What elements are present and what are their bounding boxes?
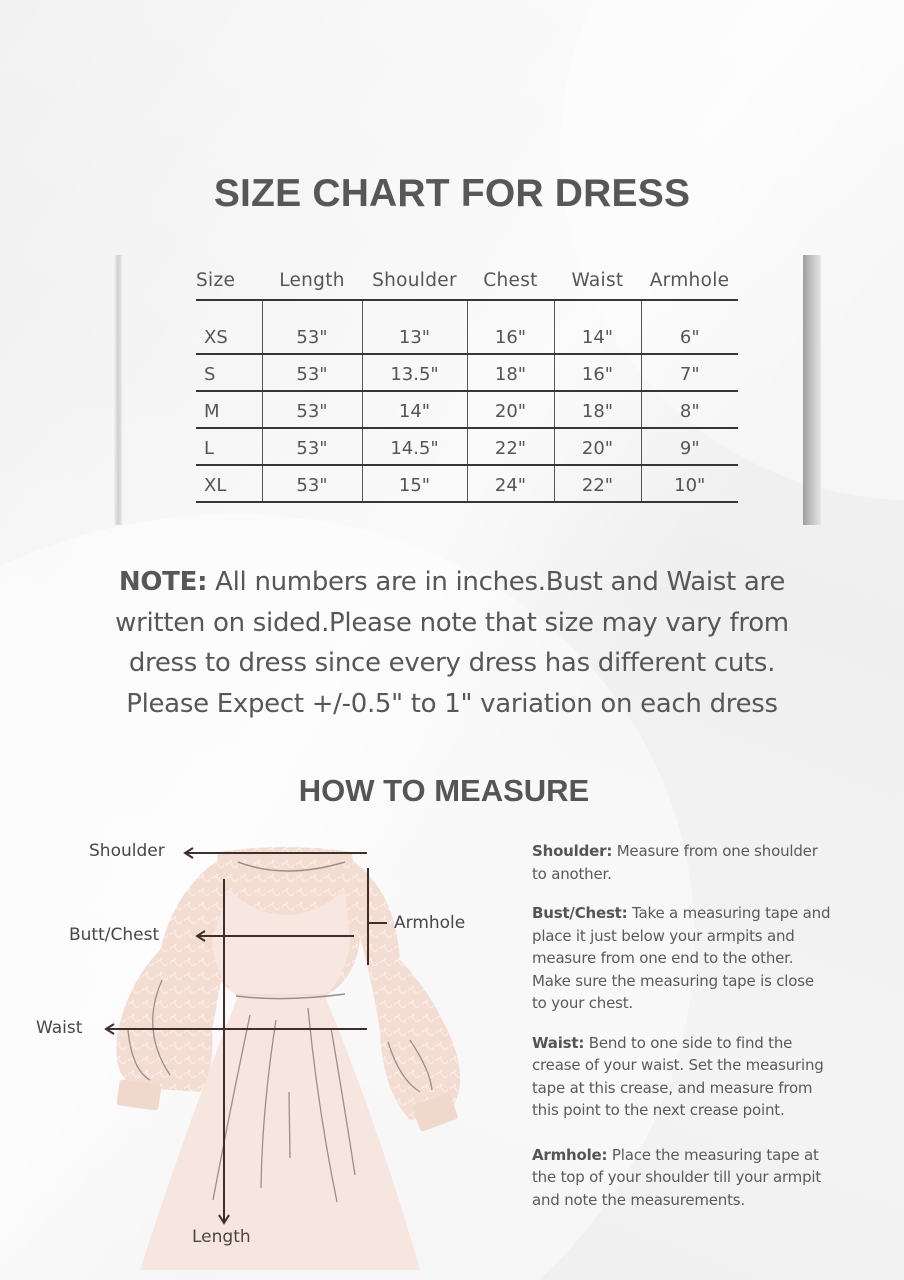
cell-chest: 18" bbox=[467, 354, 554, 391]
note-line: written on sided.Please note that size may vary from bbox=[115, 607, 789, 638]
instruction-text: Bend to one side to find the crease of your waist. Set the measuring tape at this crease, and measure from this point to the next crease point. bbox=[532, 1033, 824, 1119]
dress-measurement-diagram bbox=[0, 830, 520, 1270]
instruction-label: Waist: bbox=[532, 1033, 585, 1052]
cell-length: 53" bbox=[262, 354, 362, 391]
cell-waist: 20" bbox=[554, 428, 641, 465]
cell-length: 53" bbox=[262, 391, 362, 428]
cell-armhole: 10" bbox=[641, 465, 738, 502]
table-row bbox=[196, 465, 738, 502]
cell-chest: 22" bbox=[467, 428, 554, 465]
cell-waist: 22" bbox=[554, 465, 641, 502]
decorative-bar-left bbox=[114, 255, 122, 525]
cell-size: M bbox=[196, 391, 262, 428]
cell-shoulder: 14.5" bbox=[362, 428, 467, 465]
table-row bbox=[196, 300, 738, 354]
header-armhole: Armhole bbox=[641, 262, 738, 300]
cell-waist: 16" bbox=[554, 354, 641, 391]
table-header-row bbox=[196, 262, 738, 300]
instruction-shoulder bbox=[532, 840, 832, 885]
cell-chest: 20" bbox=[467, 391, 554, 428]
note-paragraph bbox=[60, 562, 844, 724]
instruction-waist bbox=[532, 1032, 832, 1122]
cell-shoulder: 13" bbox=[362, 300, 467, 354]
header-size: Size bbox=[196, 262, 262, 300]
measurement-instructions bbox=[532, 840, 832, 1228]
table-row bbox=[196, 391, 738, 428]
instruction-text: Place the measuring tape at the top of your shoulder till your armpit and note the measurements. bbox=[532, 1145, 822, 1209]
cell-shoulder: 15" bbox=[362, 465, 467, 502]
instruction-text: Measure from one shoulder to another. bbox=[532, 842, 818, 883]
size-chart-table bbox=[196, 262, 738, 503]
cell-size: L bbox=[196, 428, 262, 465]
cell-armhole: 8" bbox=[641, 391, 738, 428]
header-length: Length bbox=[262, 262, 362, 300]
cell-shoulder: 14" bbox=[362, 391, 467, 428]
instruction-text: Take a measuring tape and place it just below your armpits and measure from one end to the other. Make sure the measuring tape is close to your chest. bbox=[532, 904, 831, 1012]
cell-waist: 18" bbox=[554, 391, 641, 428]
label-butt-chest: Butt/Chest bbox=[69, 925, 160, 945]
label-armhole: Armhole bbox=[394, 913, 466, 933]
cell-waist: 14" bbox=[554, 300, 641, 354]
cell-chest: 16" bbox=[467, 300, 554, 354]
note-line bbox=[60, 562, 844, 603]
header-waist: Waist bbox=[554, 262, 641, 300]
note-text: All numbers are in inches.Bust and Waist are bbox=[207, 567, 786, 597]
label-length: Length bbox=[192, 1227, 251, 1247]
instruction-armhole bbox=[532, 1144, 832, 1212]
label-shoulder: Shoulder bbox=[89, 841, 165, 861]
dress-illustration-icon bbox=[0, 830, 520, 1270]
cell-length: 53" bbox=[262, 465, 362, 502]
table-row bbox=[196, 354, 738, 391]
cell-armhole: 6" bbox=[641, 300, 738, 354]
note-line: Please Expect +/-0.5" to 1" variation on each dress bbox=[126, 688, 778, 719]
page-title: SIZE CHART FOR DRESS bbox=[213, 172, 691, 215]
instruction-label: Shoulder: bbox=[532, 842, 613, 860]
cell-size: XL bbox=[196, 465, 262, 502]
instruction-label: Bust/Chest: bbox=[532, 904, 628, 922]
cell-armhole: 9" bbox=[641, 428, 738, 465]
table-row bbox=[196, 428, 738, 465]
cell-chest: 24" bbox=[467, 465, 554, 502]
cell-armhole: 7" bbox=[641, 354, 738, 391]
header-chest: Chest bbox=[467, 262, 554, 300]
note-line: dress to dress since every dress has different cuts. bbox=[128, 648, 776, 678]
note-label: NOTE: bbox=[118, 567, 208, 597]
how-to-measure-title: HOW TO MEASURE bbox=[298, 773, 590, 808]
instruction-label: Armhole: bbox=[532, 1145, 608, 1164]
cell-length: 53" bbox=[262, 428, 362, 465]
instruction-bust-chest bbox=[532, 902, 832, 1015]
cell-shoulder: 13.5" bbox=[362, 354, 467, 391]
label-waist: Waist bbox=[36, 1018, 83, 1038]
cell-length: 53" bbox=[262, 300, 362, 354]
decorative-bar-right bbox=[803, 255, 821, 525]
cell-size: XS bbox=[196, 300, 262, 354]
cell-size: S bbox=[196, 354, 262, 391]
header-shoulder: Shoulder bbox=[362, 262, 467, 300]
